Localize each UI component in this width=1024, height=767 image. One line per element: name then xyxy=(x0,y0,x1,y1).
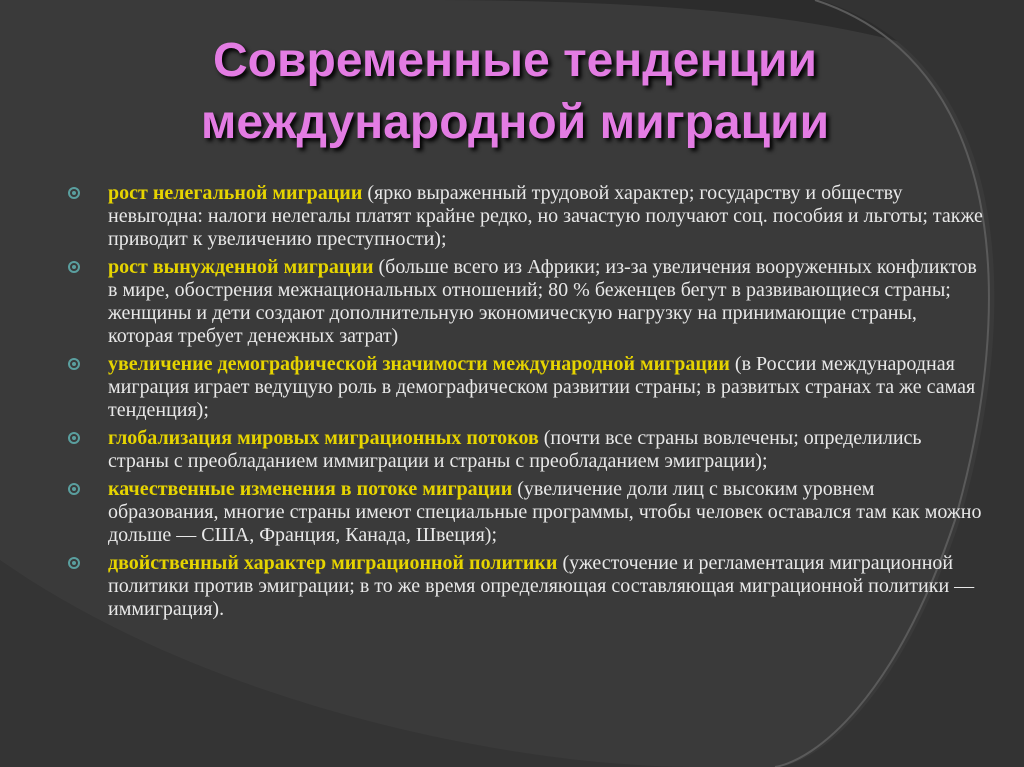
bullet-list xyxy=(64,182,984,626)
circle-bullet-icon xyxy=(68,187,80,199)
list-item xyxy=(64,478,984,547)
item-highlight: двойственный характер миграционной политики xyxy=(108,552,558,574)
list-item xyxy=(64,256,984,348)
list-item xyxy=(64,182,984,251)
circle-bullet-icon xyxy=(68,261,80,273)
title-line-2: международной миграции xyxy=(200,96,830,149)
list-item xyxy=(64,552,984,621)
circle-bullet-icon xyxy=(68,358,80,370)
list-item xyxy=(64,427,984,473)
list-item xyxy=(64,353,984,422)
title-line-1: Современные тенденции xyxy=(213,34,817,87)
item-highlight: рост нелегальной миграции xyxy=(108,182,363,204)
slide-title xyxy=(100,30,930,154)
item-text: (ярко выраженный трудовой характер; государству и обществу невыгодна: налоги нелегалы платят крайне редко, но зачастую получают соц. пособия и льготы; также приводит к увеличению преступности); xyxy=(108,182,983,250)
circle-bullet-icon xyxy=(68,483,80,495)
item-text: (больше всего из Африки; из-за увеличения вооруженных конфликтов в мире, обострения межнациональных отношений; 80 % беженцев бегут в развивающиеся страны; женщины и дети создают дополнительную экономическую нагрузку на принимающие страны, которая требует денежных затрат) xyxy=(108,256,977,347)
item-highlight: рост вынужденной миграции xyxy=(108,256,374,278)
item-text: (почти все страны вовлечены; определились страны с преобладанием иммиграции и страны с преобладанием эмиграции); xyxy=(108,427,922,472)
item-text: (ужесточение и регламентация миграционной политики против эмиграции; в то же время определяющая составляющая миграционной политики — иммиграция). xyxy=(108,552,975,620)
item-highlight: увеличение демографической значимости международной миграции xyxy=(108,353,730,375)
item-text: (в России международная миграция играет ведущую роль в демографическом развитии страны; в развитых странах та же самая тенденция); xyxy=(108,353,976,421)
circle-bullet-icon xyxy=(68,432,80,444)
item-text: (увеличение доли лиц с высоким уровнем образования, многие страны имеют специальные программы, чтобы человек оставался там как можно дольше — США, Франция, Канада, Швеция); xyxy=(108,478,982,546)
circle-bullet-icon xyxy=(68,557,80,569)
item-highlight: качественные изменения в потоке миграции xyxy=(108,478,513,500)
item-highlight: глобализация мировых миграционных потоков xyxy=(108,427,539,449)
